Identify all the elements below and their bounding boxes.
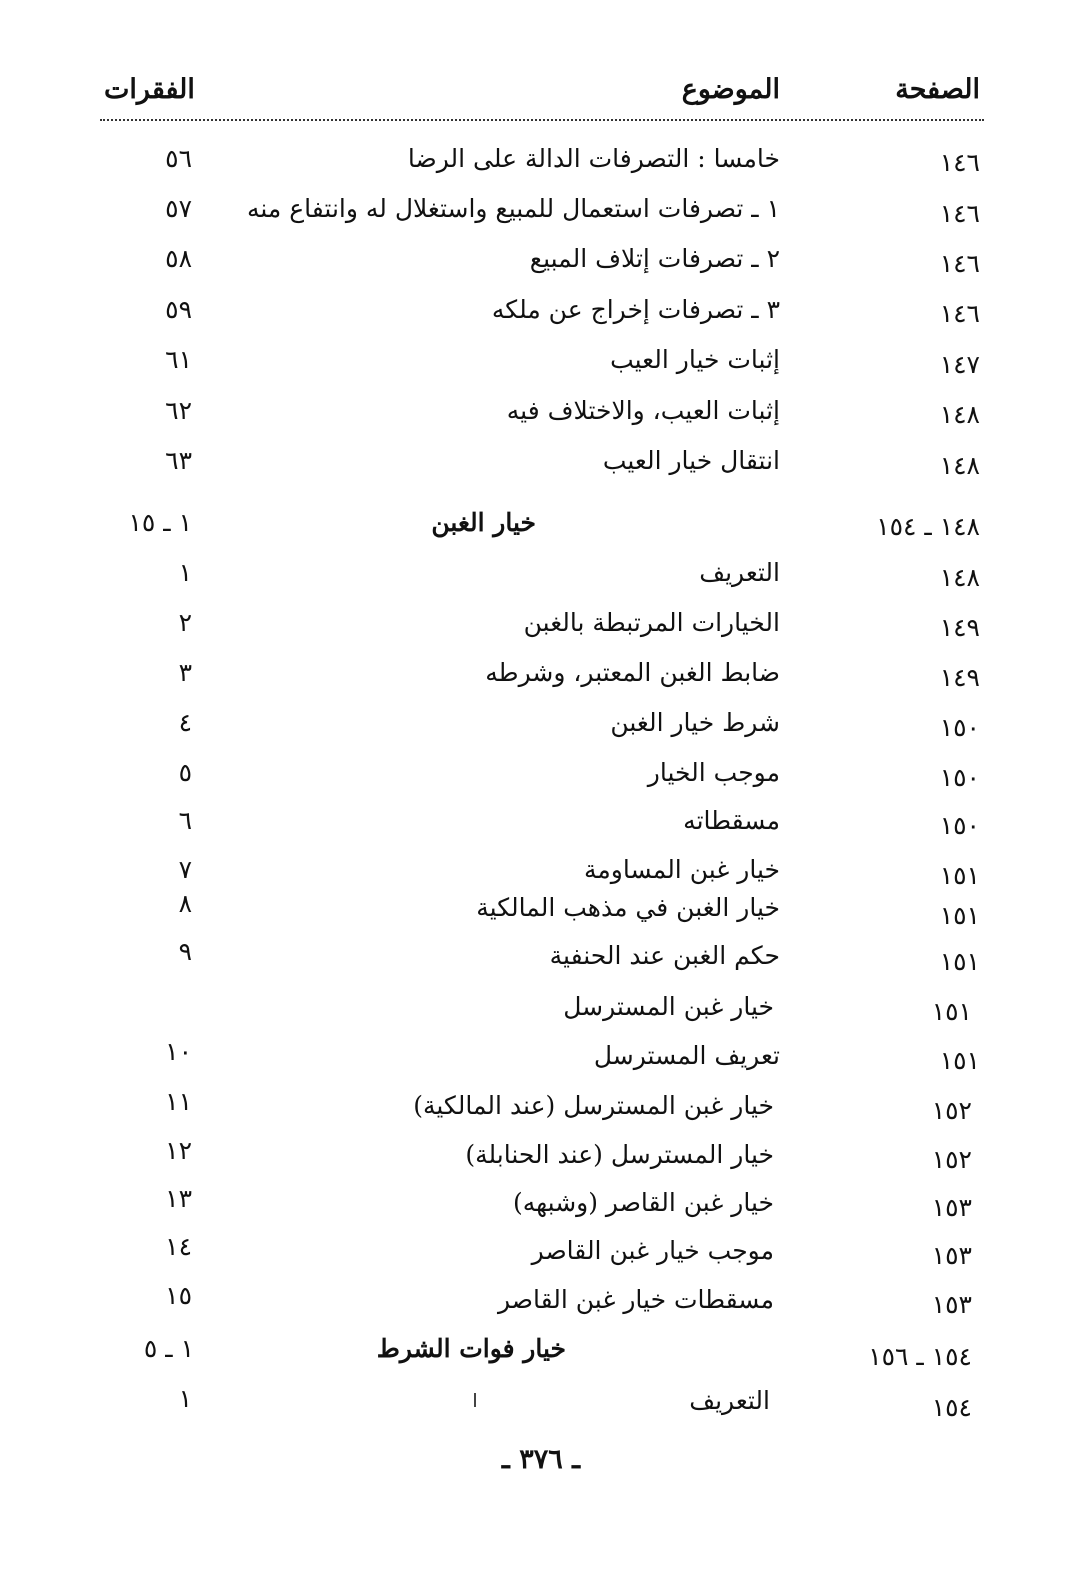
row-topic: تعريف المسترسل bbox=[593, 1041, 780, 1070]
row-topic: موجب خيار غبن القاصر bbox=[531, 1236, 774, 1265]
row-page: ١٥١ bbox=[939, 947, 980, 976]
row-paragraphs: ٥٨ bbox=[165, 244, 192, 273]
row-page: ١٤٦ bbox=[939, 249, 980, 278]
page-number: ـ ٣٧٦ ـ bbox=[501, 1444, 581, 1475]
row-page: ١٤٨ bbox=[939, 563, 980, 592]
row-page: ١٥٠ bbox=[939, 763, 980, 792]
row-paragraphs: ٣ bbox=[178, 658, 192, 687]
row-paragraphs: ٤ bbox=[178, 708, 192, 737]
row-page: ١٤٦ bbox=[939, 299, 980, 328]
row-topic: خيار غبن المسترسل bbox=[563, 992, 774, 1021]
row-topic: إثبات خيار العيب bbox=[610, 345, 780, 374]
section-paragraph-range: ١ ـ ١٥ bbox=[128, 508, 192, 537]
row-topic: التعريف bbox=[689, 1386, 770, 1415]
row-paragraphs: ٨ bbox=[178, 889, 192, 918]
row-page: ١٤٦ bbox=[939, 199, 980, 228]
row-topic: التعريف bbox=[699, 558, 780, 587]
row-paragraphs: ٥٦ bbox=[165, 144, 192, 173]
row-paragraphs: ١٥ bbox=[165, 1281, 192, 1310]
topic-column-header: الموضوع bbox=[681, 74, 780, 105]
row-topic: مسقطاته bbox=[683, 806, 780, 835]
row-page: ١٤٧ bbox=[939, 350, 980, 379]
row-paragraphs: ١٤ bbox=[165, 1232, 192, 1261]
stray-ink-mark bbox=[474, 1393, 476, 1407]
row-topic: مسقطات خيار غبن القاصر bbox=[497, 1285, 774, 1314]
row-topic: حكم الغبن عند الحنفية bbox=[549, 941, 780, 970]
row-topic: ٢ ـ تصرفات إتلاف المبيع bbox=[529, 244, 780, 273]
row-paragraphs: ١٢ bbox=[165, 1136, 192, 1165]
row-paragraphs: ٢ bbox=[178, 608, 192, 637]
row-topic: خامسا : التصرفات الدالة على الرضا bbox=[407, 144, 780, 173]
row-page: ١٤٩ bbox=[939, 663, 980, 692]
row-page: ١٥٣ bbox=[931, 1290, 972, 1319]
row-paragraphs: ١٠ bbox=[165, 1037, 192, 1066]
row-paragraphs: ٩ bbox=[178, 937, 192, 966]
row-paragraphs: ٦ bbox=[178, 806, 192, 835]
row-page: ١٥٣ bbox=[931, 1241, 972, 1270]
row-page: ١٤٦ bbox=[939, 148, 980, 177]
row-topic: انتقال خيار العيب bbox=[602, 446, 780, 475]
row-page: ١٥٣ bbox=[931, 1193, 972, 1222]
row-paragraphs: ١٣ bbox=[165, 1184, 192, 1213]
row-page: ١٥٤ bbox=[931, 1393, 972, 1422]
row-topic: ٣ ـ تصرفات إخراج عن ملكه bbox=[491, 295, 780, 324]
row-paragraphs: ٥ bbox=[178, 758, 192, 787]
row-paragraphs: ٧ bbox=[178, 855, 192, 884]
row-page: ١٤٨ bbox=[939, 451, 980, 480]
row-topic: موجب الخيار bbox=[647, 758, 780, 787]
row-page: ١٤٩ bbox=[939, 613, 980, 642]
page-column-header: الصفحة bbox=[895, 74, 980, 105]
row-topic: شرط خيار الغبن bbox=[610, 708, 780, 737]
row-topic: خيار غبن القاصر (وشبهه) bbox=[512, 1188, 774, 1217]
row-topic: ١ ـ تصرفات استعمال للمبيع واستغلال له وانتفاع منه bbox=[246, 194, 780, 223]
row-topic: إثبات العيب، والاختلاف فيه bbox=[506, 396, 780, 425]
paragraphs-column-header: الفقرات bbox=[104, 74, 195, 105]
row-paragraphs: ١ bbox=[178, 1384, 192, 1413]
row-page: ١٤٨ bbox=[939, 400, 980, 429]
row-paragraphs: ٦٢ bbox=[165, 396, 192, 425]
row-paragraphs: ٥٩ bbox=[165, 295, 192, 324]
section-heading: خيار الغبن bbox=[431, 508, 536, 537]
row-page: ١٥١ bbox=[939, 1046, 980, 1075]
row-paragraphs: ١ bbox=[178, 558, 192, 587]
row-paragraphs: ٥٧ bbox=[165, 194, 192, 223]
row-page: ١٥١ bbox=[931, 997, 972, 1026]
row-page: ١٥١ bbox=[939, 901, 980, 930]
section-heading: خيار فوات الشرط bbox=[376, 1334, 566, 1363]
section-paragraph-range: ١ ـ ٥ bbox=[143, 1334, 194, 1363]
row-topic: الخيارات المرتبطة بالغبن bbox=[523, 608, 780, 637]
row-page: ١٥٢ bbox=[931, 1145, 972, 1174]
row-topic: ضابط الغبن المعتبر، وشرطه bbox=[485, 658, 780, 687]
row-paragraphs: ٦١ bbox=[165, 345, 192, 374]
section-page-range: ١٤٨ ـ ١٥٤ bbox=[876, 512, 980, 541]
row-paragraphs: ٦٣ bbox=[165, 446, 192, 475]
row-topic: خيار المسترسل (عند الحنابلة) bbox=[465, 1140, 774, 1169]
row-page: ١٥٢ bbox=[931, 1096, 972, 1125]
row-paragraphs: ١١ bbox=[165, 1087, 192, 1116]
row-page: ١٥٠ bbox=[939, 713, 980, 742]
row-topic: خيار الغبن في مذهب المالكية bbox=[476, 893, 780, 922]
header-divider bbox=[100, 119, 984, 121]
row-topic: خيار غبن المسترسل (عند المالكية) bbox=[413, 1091, 774, 1120]
section-page-range: ١٥٤ ـ ١٥٦ bbox=[868, 1342, 972, 1371]
row-page: ١٥٠ bbox=[939, 811, 980, 840]
row-topic: خيار غبن المساومة bbox=[583, 855, 780, 884]
row-page: ١٥١ bbox=[939, 861, 980, 890]
